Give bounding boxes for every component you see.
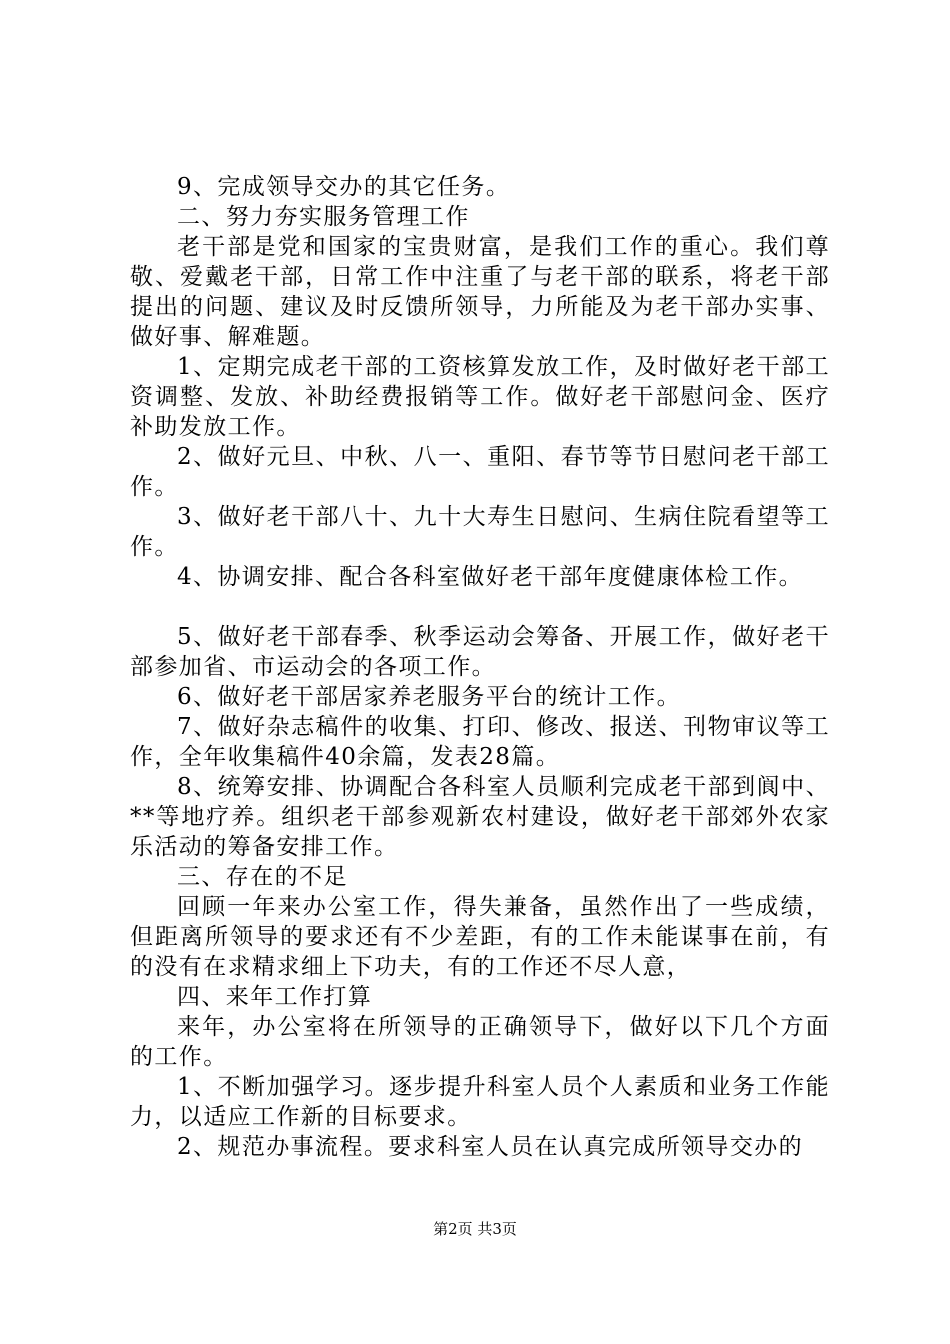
section-heading-service-management: 二、努力夯实服务管理工作 (177, 204, 470, 230)
paragraph-task-9: 9、完成领导交办的其它任务。 (177, 174, 511, 200)
paragraph-next-year-intro: 来年，办公室将在所领导的正确领导下，做好以下几个方面的工作。 (130, 1014, 830, 1070)
paragraph-item-2-holidays: 2、做好元旦、中秋、八一、重阳、春节等节日慰问老干部工作。 (130, 444, 830, 500)
paragraph-plan-2-process: 2、规范办事流程。要求科室人员在认真完成所领导交办的 (177, 1134, 804, 1160)
page-number-footer: 第2页 共3页 (433, 1220, 517, 1238)
paragraph-item-1-wages: 1、定期完成老干部的工资核算发放工作，及时做好老干部工资调整、发放、补助经费报销等工作。做好老干部慰问金、医疗补助发放工作。 (130, 354, 830, 440)
paragraph-item-7-magazine: 7、做好杂志稿件的收集、打印、修改、报送、刊物审议等工作，全年收集稿件40余篇，发表28篇。 (130, 714, 830, 770)
section-heading-shortcomings: 三、存在的不足 (177, 864, 348, 890)
paragraph-item-8-retreat: 8、统筹安排、协调配合各科室人员顺利完成老干部到阆中、**等地疗养。组织老干部参观新农村建设，做好老干部郊外农家乐活动的筹备安排工作。 (130, 774, 830, 860)
paragraph-item-5-sports: 5、做好老干部春季、秋季运动会筹备、开展工作，做好老干部参加省、市运动会的各项工作。 (130, 624, 830, 680)
paragraph-item-6-elderly-care: 6、做好老干部居家养老服务平台的统计工作。 (177, 684, 682, 710)
paragraph-item-3-birthdays: 3、做好老干部八十、九十大寿生日慰问、生病住院看望等工作。 (130, 504, 830, 560)
paragraph-shortcomings: 回顾一年来办公室工作，得失兼备，虽然作出了一些成绩，但距离所领导的要求还有不少差距，有的工作未能谋事在前，有的没有在求精求细上下功夫，有的工作还不尽人意， (130, 894, 830, 980)
paragraph-intro-service: 老干部是党和国家的宝贵财富，是我们工作的重心。我们尊敬、爱戴老干部，日常工作中注重了与老干部的联系，将老干部提出的问题、建议及时反馈所领导，力所能及为老干部办实事、做好事、解难题。 (130, 234, 830, 350)
section-heading-next-year: 四、来年工作打算 (177, 984, 373, 1010)
paragraph-plan-1-learning: 1、不断加强学习。逐步提升科室人员个人素质和业务工作能力，以适应工作新的目标要求。 (130, 1074, 830, 1130)
paragraph-item-4-health-check: 4、协调安排、配合各科室做好老干部年度健康体检工作。 (177, 564, 804, 590)
document-body (130, 172, 830, 1162)
